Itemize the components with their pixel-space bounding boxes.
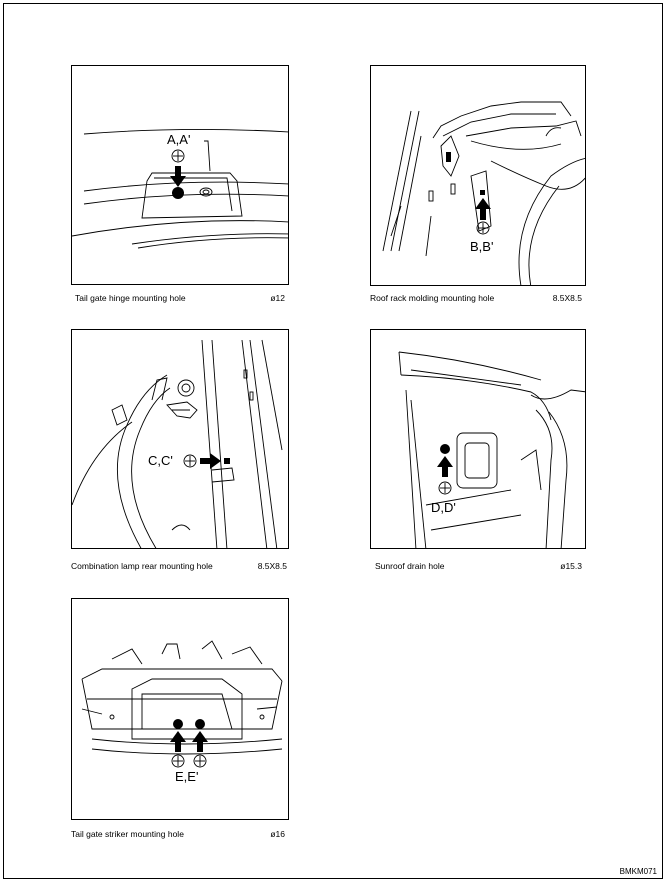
panel-tailgate-hinge bbox=[71, 65, 289, 285]
size-tailgate-hinge: ø12 bbox=[270, 293, 285, 303]
figure-code: BMKM071 bbox=[619, 867, 657, 876]
caption-tailgate-hinge: Tail gate hinge mounting hole bbox=[75, 293, 186, 303]
tailgate-striker-illustration bbox=[72, 599, 289, 820]
size-combination-lamp: 8.5X8.5 bbox=[257, 561, 287, 571]
arrow-up-icon bbox=[170, 731, 208, 752]
mounting-hole-c bbox=[224, 458, 230, 464]
hole-symbol-icon bbox=[439, 482, 451, 494]
arrow-right-icon bbox=[200, 453, 221, 469]
caption-sunroof-drain: Sunroof drain hole bbox=[375, 561, 445, 571]
mounting-hole-b bbox=[480, 190, 485, 195]
point-label-e: E,E' bbox=[175, 769, 199, 784]
clip-mark bbox=[446, 152, 451, 162]
sunroof-drain-illustration bbox=[371, 330, 586, 549]
panel-sunroof-drain bbox=[370, 329, 586, 549]
hole-symbol-icon bbox=[172, 755, 206, 767]
panel-tailgate-striker bbox=[71, 598, 289, 820]
hole-symbol-icon bbox=[184, 455, 196, 467]
caption-roof-rack: Roof rack molding mounting hole bbox=[370, 293, 495, 303]
point-label-c: C,C' bbox=[148, 453, 173, 468]
point-label-b: B,B' bbox=[470, 239, 494, 254]
point-label-d: D,D' bbox=[431, 500, 456, 515]
panel-combination-lamp bbox=[71, 329, 289, 549]
tailgate-hinge-illustration bbox=[72, 66, 289, 285]
hole-symbol-icon bbox=[477, 222, 489, 234]
caption-combination-lamp: Combination lamp rear mounting hole bbox=[71, 561, 213, 571]
combination-lamp-illustration bbox=[72, 330, 289, 549]
arrow-down-icon bbox=[170, 166, 186, 187]
size-tailgate-striker: ø16 bbox=[270, 829, 285, 839]
striker-hole-e-prime bbox=[195, 719, 205, 729]
arrow-up-icon bbox=[437, 456, 453, 477]
mounting-hole-a bbox=[172, 187, 184, 199]
hole-symbol-icon bbox=[172, 150, 184, 162]
panel-roof-rack bbox=[370, 65, 586, 286]
point-label-a: A,A' bbox=[167, 132, 191, 147]
size-roof-rack: 8.5X8.5 bbox=[552, 293, 582, 303]
size-sunroof-drain: ø15.3 bbox=[560, 561, 582, 571]
caption-tailgate-striker: Tail gate striker mounting hole bbox=[71, 829, 184, 839]
striker-hole-e bbox=[173, 719, 183, 729]
drain-hole-d bbox=[440, 444, 450, 454]
